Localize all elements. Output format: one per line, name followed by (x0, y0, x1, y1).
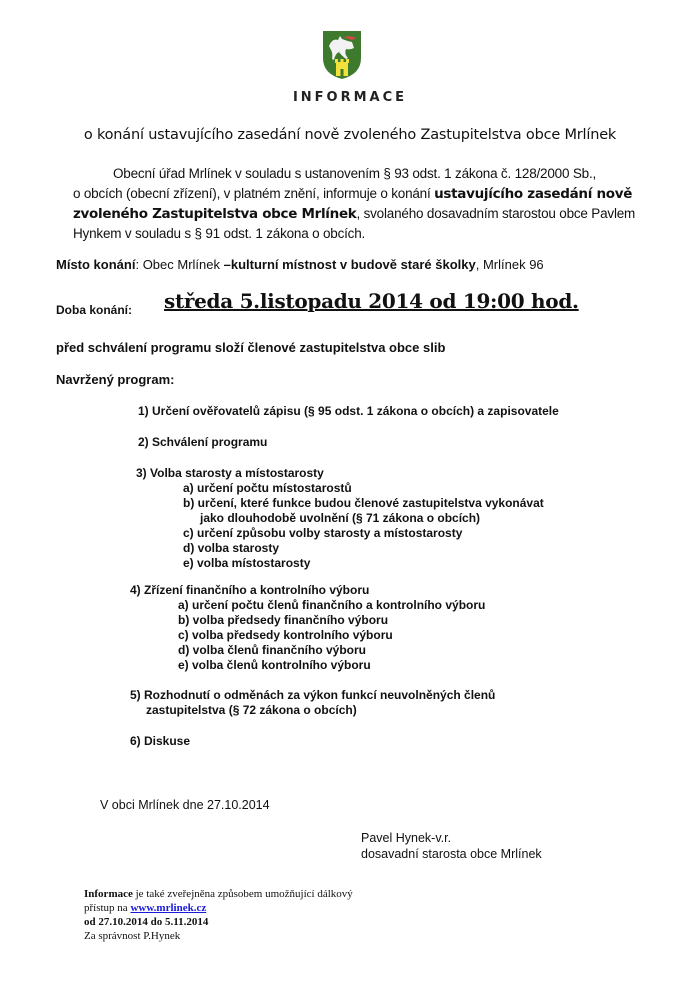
program-label: Navržený program: (56, 372, 175, 387)
meeting-place: Místo konání: Obec Mrlínek –kulturní místnost v budově staré školky, Mrlínek 96 (56, 257, 544, 272)
website-link[interactable]: www.mrlinek.cz (130, 902, 207, 914)
program-subitem: c) volba předsedy kontrolního výboru (178, 628, 393, 642)
footer-line-3: od 27.10.2014 do 5.11.2014 (84, 916, 209, 928)
intro-paragraph (73, 164, 635, 244)
coat-of-arms-logo (322, 30, 362, 80)
program-subitem: b) volba předsedy finančního výboru (178, 613, 389, 627)
publication-note (84, 887, 353, 943)
program-item-2: 2) Schválení programu (138, 435, 268, 449)
place-venue: –kulturní místnost v budově staré školky (223, 257, 476, 272)
program-item-4: 4) Zřízení finančního a kontrolního výboru (130, 583, 370, 597)
place-label: Místo konání (56, 257, 136, 272)
intro-bold-2: zvoleného Zastupitelstva obce Mrlínek (73, 206, 357, 222)
program-item-5: 5) Rozhodnutí o odměnách za výkon funkcí neuvolněných členů (130, 688, 496, 702)
footer-line-2: přístup na www.mrlinek.cz (84, 902, 207, 914)
program-subitem: d) volba členů finančního výboru (178, 643, 367, 657)
program-subitem: e) volba místostarosty (183, 556, 311, 570)
program-subitem-cont: jako dlouhodobě uvolnění (§ 71 zákona o obcích) (200, 511, 481, 525)
oath-note: před schválení programu složí členové zastupitelstva obce slib (56, 340, 446, 355)
signatory-name: Pavel Hynek-v.r. (361, 831, 452, 845)
document-subtitle: o konání ustavujícího zasedání nově zvoleného Zastupitelstva obce Mrlínek (83, 127, 617, 143)
time-label: Doba konání: (56, 303, 133, 317)
program-item-5-cont: zastupitelstva (§ 72 zákona o obcích) (146, 703, 357, 717)
program-subitem: e) volba členů kontrolního výboru (178, 658, 371, 672)
intro-line-2: o obcích (obecní zřízení), v platném znění, informuje o konání ustavujícího zasedání nově (73, 186, 633, 202)
footer-line-4: Za správnost P.Hynek (84, 930, 181, 942)
shield-icon (322, 30, 362, 80)
program-subitem: b) určení, které funkce budou členové zastupitelstva vykonávat (183, 496, 544, 510)
place-and-date: V obci Mrlínek dne 27.10.2014 (100, 798, 270, 812)
program-subitem: c) určení způsobu volby starosty a místostarosty (183, 526, 463, 540)
document-heading: INFORMACE (292, 90, 408, 105)
intro-line-1: Obecní úřad Mrlínek v souladu s ustanovením § 93 odst. 1 zákona č. 128/2000 Sb., (113, 166, 597, 181)
intro-bold-1: ustavujícího zasedání nově (434, 186, 633, 202)
meeting-datetime: středa 5.listopadu 2014 od 19:00 hod. (164, 289, 579, 313)
intro-line-4: Hynkem v souladu s § 91 odst. 1 zákona o obcích. (73, 226, 366, 241)
program-subitem: a) určení počtu členů finančního a kontrolního výboru (178, 598, 486, 612)
footer-line-1: Informace je také zveřejněna způsobem umožňující dálkový (84, 888, 353, 900)
program-item-3: 3) Volba starosty a místostarosty (136, 466, 324, 480)
intro-line-3: zvoleného Zastupitelstva obce Mrlínek, svolaného dosavadním starostou obce Pavlem (73, 206, 636, 222)
program-subitem: a) určení počtu místostarostů (183, 481, 352, 495)
signatory-role: dosavadní starosta obce Mrlínek (361, 847, 542, 861)
program-item-6: 6) Diskuse (130, 734, 191, 748)
program-item-1: 1) Určení ověřovatelů zápisu (§ 95 odst. 1 zákona o obcích) a zapisovatele (138, 404, 559, 418)
program-subitem: d) volba starosty (183, 541, 280, 555)
